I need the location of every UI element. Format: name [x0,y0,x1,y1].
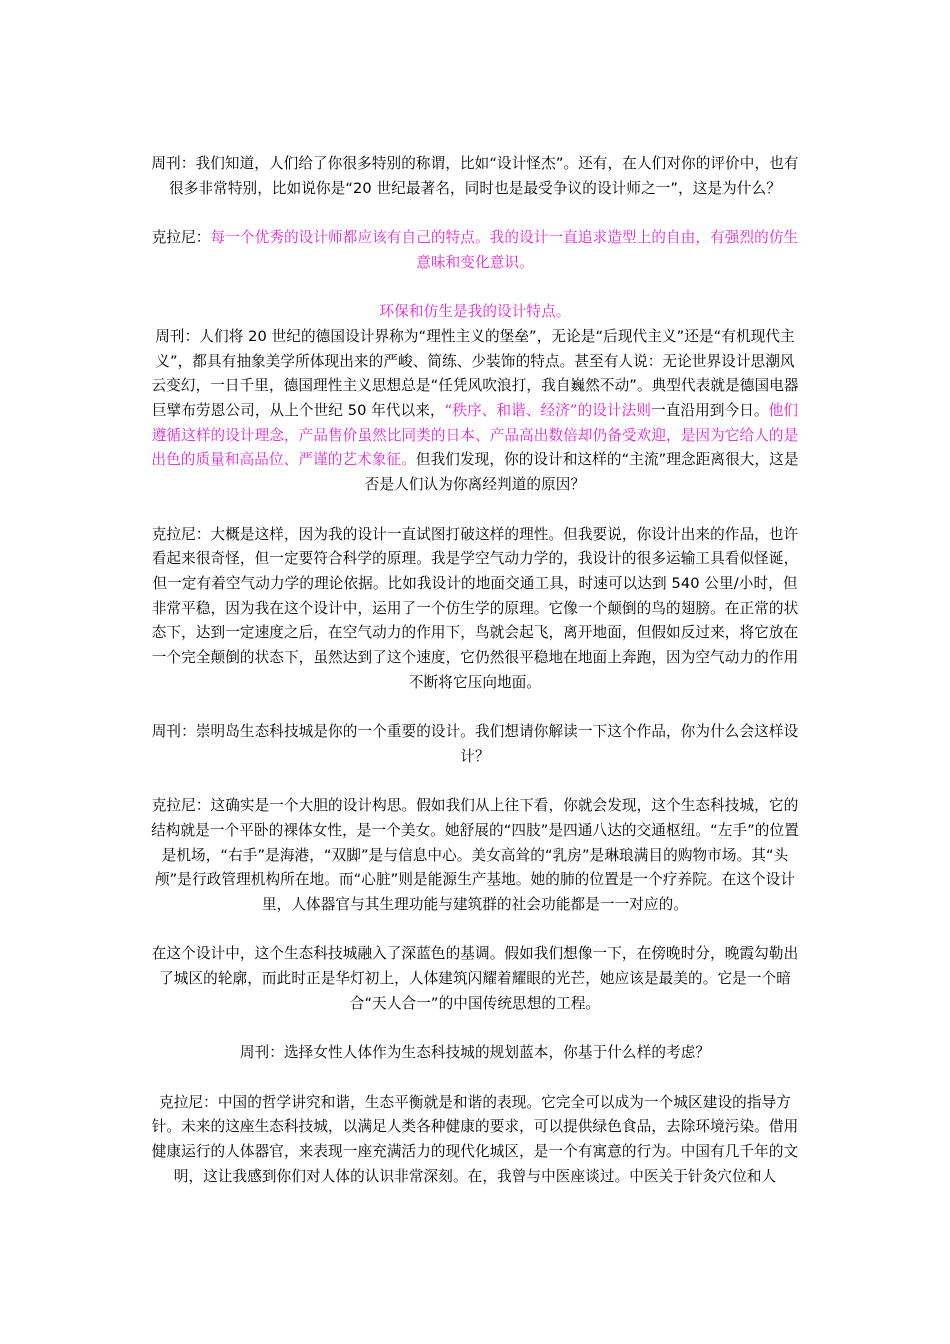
speaker-label: 克拉尼： [151,229,211,247]
paragraph-a3 [148,794,802,918]
paragraph-q1 [148,152,802,201]
paragraph-gap [148,498,802,523]
paragraph-text: 周刊：选择女性人体作为生态科技城的规划蓝本，你基于什么样的考虑？ [239,1044,711,1062]
paragraph-text: 一直沿用到今日。 [651,402,769,419]
paragraph-gap [148,1066,802,1091]
paragraph-text: 克拉尼：这确实是一个大胆的设计构思。假如我们从上往下看，你就会发现，这个生态科技城，它的结构就是一个平卧的裸体女性，是一个美女。她舒展的“四肢”是四通八达的交通枢纽。“左手”的位置是机场，“右手”是海港，“双脚”是与信息中心。美女高耸的“乳房”是琳琅满目的购物市场。其“头颅”是行政管理机构所在地。而“心脏”则是能源生产基地。她的肺的位置是一个疗养院。在这个设计里，人体器官与其生理功能与建筑群的社会功能都是一一对应的。 [151,797,799,914]
paragraph-a3-cont [148,942,802,1016]
document-page [148,152,802,1189]
paragraph-gap [148,918,802,943]
paragraph-gap [148,276,802,301]
paragraph-gap [148,770,802,795]
paragraph-q2 [148,325,802,498]
highlighted-text: 每一个优秀的设计师都应该有自己的特点。我的设计一直追求造型上的自由，有强烈的仿生意味和变化意识。 [210,229,799,271]
paragraph-text: 克拉尼：中国的哲学讲究和谐，生态平衡就是和谐的表现。它完全可以成为一个城区建设的指导方针。未来的这座生态科技城，以满足人类各种健康的要求，可以提供绿色食品，去除环境污染。借用健康运行的人体器官，来表现一座充满活力的现代化城区，是一个有寓意的行为。中国有几千年的文明，这让我感到你们对人体的认识非常深刻。在，我曾与中医座谈过。中医关于针灸穴位和人 [151,1093,799,1185]
paragraph-gap [148,1017,802,1042]
paragraph-highlight [148,300,802,325]
paragraph-q4 [148,1041,802,1066]
highlighted-text: 环保和仿生是我的设计特点。 [379,303,571,321]
highlighted-text: 他们遵循这样的设计理念，产品售价虽然比同类的日本、产品高出数倍却仍备受欢迎，是因为它给人的是出色的质量和高品位、严谨的艺术象征。 [151,402,799,469]
paragraph-gap [148,695,802,720]
paragraph-text: 周刊：崇明岛生态科技城是你的一个重要的设计。我们想请你解读一下这个作品，你为什么会这样设计？ [151,723,799,765]
paragraph-gap [148,201,802,226]
paragraph-text: 在这个设计中，这个生态科技城融入了深蓝色的基调。假如我们想像一下，在傍晚时分，晚霞勾勒出了城区的轮廓，而此时正是华灯初上，人体建筑闪耀着耀眼的光芒，她应该是最美的。它是一个暗合“天人合一”的中国传统思想的工程。 [151,945,799,1012]
paragraph-q3 [148,720,802,769]
paragraph-text: 克拉尼：大概是这样，因为我的设计一直试图打破这样的理性。但我要说，你设计出来的作品，也许看起来很奇怪，但一定要符合科学的原理。我是学空气动力学的，我设计的很多运输工具看似怪诞，但一定有着空气动力学的理论依据。比如我设计的地面交通工具，时速可以达到 540 公里/小时，但非常平稳，因为我在这个设计中，运用了一个仿生学的原理。它像一个颠倒的鸟的翅膀。在正常的状态下，达到一定速度之后，在空气动力的作用下，鸟就会起飞，离开地面，但假如反过来，将它放在一个完全颠倒的状态下，虽然达到了这个速度，它仍然很平稳地在地面上奔跑，因为空气动力的作用不断将它压向地面。 [151,525,799,691]
paragraph-a2 [148,523,802,696]
paragraph-a4 [148,1091,802,1190]
paragraph-text: 但我们发现，你的设计和这样的“主流”理念距离很大，这是否是人们认为你离经判道的原因？ [364,451,799,494]
paragraph-text: 周刊：人们将 20 世纪的德国设计界称为“理性主义的堡垒”，无论是“后现代主义”还是“有机现代主义”，都具有抽象美学所体现出来的严峻、简练、少装饰的特点。甚至有人说：无论世界设计思潮风云变幻，一日千里，德国理性主义思想总是“任凭风吹浪打，我自巍然不动”。典型代表就是德国电器巨擘布劳恩公司，从上个世纪 50 年代以来， [151,327,799,419]
highlighted-text: “秩序、和谐、经济”的设计法则 [444,402,652,419]
paragraph-a1 [148,226,802,275]
paragraph-text: 周刊：我们知道，人们给了你很多特别的称谓，比如“设计怪杰”。还有，在人们对你的评价中，也有很多非常特别，比如说你是“20 世纪最著名，同时也是最受争议的设计师之一”，这是为什么？ [151,155,799,197]
